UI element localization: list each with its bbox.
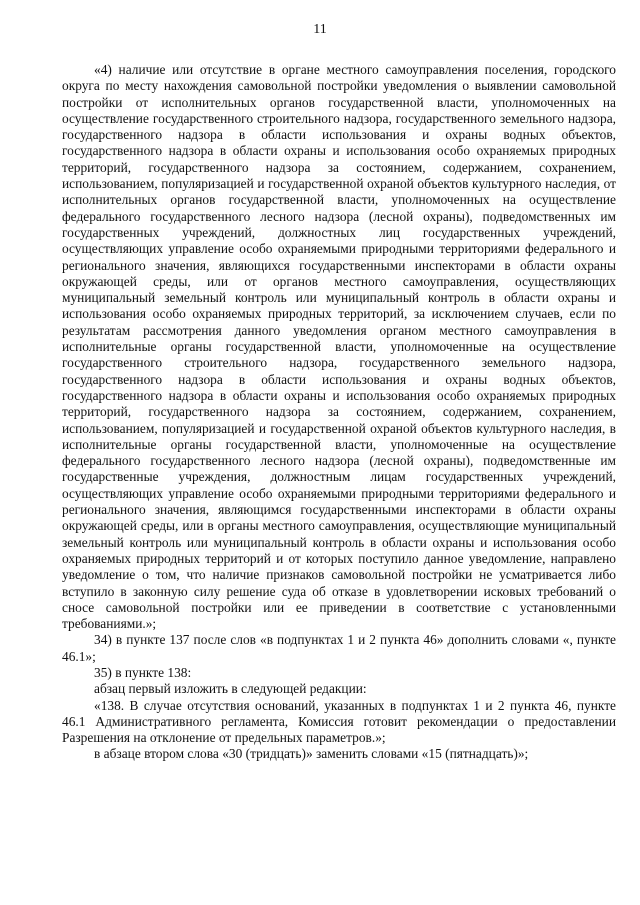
paragraph-item-34: 34) в пункте 137 после слов «в подпунктах 1 и 2 пункта 46» дополнить словами «, пункте 46.1»; <box>62 632 616 664</box>
paragraph-abzac-1: абзац первый изложить в следующей редакции: <box>94 681 367 697</box>
paragraph-item-138: «138. В случае отсутствия оснований, указанных в подпунктах 1 и 2 пункта 46, пункте 46.1 Административного регламента, Комиссия готовит рекомендации о предоставлении Разрешения на отклонение от предельных параметров.»; <box>62 697 616 746</box>
paragraph-item-35: 35) в пункте 138: <box>94 664 192 680</box>
document-body <box>62 62 616 763</box>
paragraph-item-4: «4) наличие или отсутствие в органе местного самоуправления поселения, городского округа по месту нахождения самовольной постройки уведомления о выявлении самовольной постройки от исполнительных органов государственной власти, уполномоченных на осуществление государственного строительного надзора, государственного земельного надзора, государственного надзора в области использования и охраны водных объектов, государственного надзора в области охраны и использования особо охраняемых природных территорий, государственного надзора за состоянием, содержанием, сохранением, использованием, популяризацией и государственной охраной объектов культурного наследия, от исполнительных органов государственной власти, уполномоченных на осуществление федерального государственного лесного надзора (лесной охраны), подведомственных им государственных учреждений, должностных лиц государственных учреждений, осуществляющих управление особо охраняемыми природными территориями федерального и регионального значения, являющихся государственными инспекторами в области охраны окружающей среды, или от органов местного самоуправления, осуществляющих муниципальный земельный контроль или муниципальный контроль в области охраны и использования особо охраняемых природных территорий, за исключением случаев, если по результатам рассмотрения данного уведомления органом местного самоуправления в исполнительные органы государственной власти, уполномоченные на осуществление государственного строительного надзора, государственного земельного надзора, государственного надзора в области использования и охраны водных объектов, государственного надзора в области охраны и использования особо охраняемых природных территорий, государственного надзора за состоянием, содержанием, сохранением, использованием, популяризацией и государственной охраной объектов культурного наследия, в исполнительные органы государственной власти, уполномоченные на осуществление федерального государственного лесного надзора (лесной охраны), подведомственные им государственные учреждения, должностным лицам государственных учреждений, осуществляющих управление особо охраняемыми природными территориями федерального и регионального значения, являющимся государственными инспекторами в области охраны окружающей среды, или в органы местного самоуправления, осуществляющие муниципальный земельный контроль или муниципальный контроль в области охраны и использования особо охраняемых природных территорий и от которых поступило данное уведомление, направлено уведомление о том, что наличие признаков самовольной постройки не усматривается либо вступило в законную силу решение суда об отказе в удовлетворении исковых требований о сносе самовольной постройки или ее приведении в соответствие с установленными требованиями.»; <box>62 62 616 632</box>
page-number: 11 <box>313 22 327 37</box>
paragraph-abzac-2: в абзаце втором слова «30 (тридцать)» заменить словами «15 (пятнадцать)»; <box>94 746 529 762</box>
